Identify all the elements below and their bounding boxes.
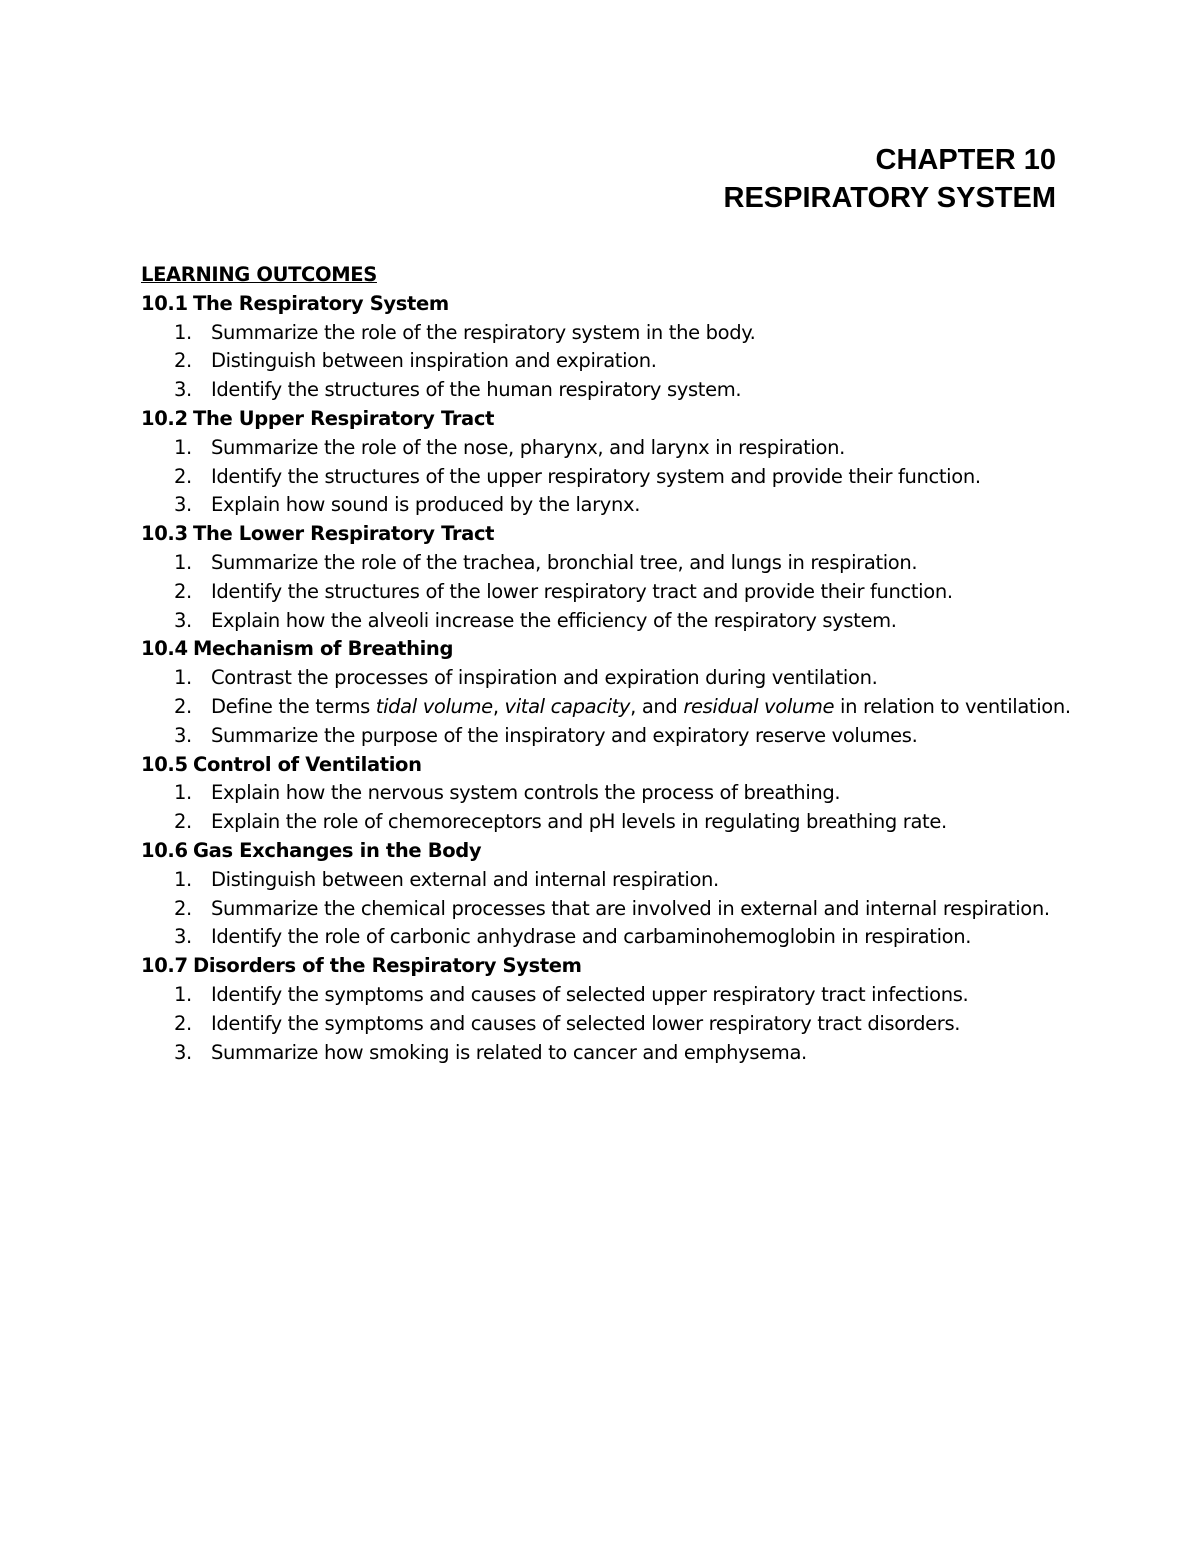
section-heading bbox=[141, 952, 1081, 981]
outcome-number: 1. bbox=[174, 867, 192, 891]
outcome-item bbox=[141, 722, 1081, 751]
outcome-text: Identify the role of carbonic anhydrase and carbaminohemoglobin in respiration. bbox=[211, 925, 972, 949]
outcome-item bbox=[141, 376, 1081, 405]
outcome-item bbox=[141, 808, 1081, 837]
outcome-item bbox=[141, 347, 1081, 376]
outcome-text-part: Define the terms bbox=[211, 694, 376, 718]
outcome-item bbox=[141, 981, 1081, 1010]
section-heading bbox=[141, 405, 1081, 434]
outcome-number: 1. bbox=[174, 320, 192, 344]
section-title: The Lower Respiratory Tract bbox=[193, 522, 495, 546]
outcome-number: 2. bbox=[174, 1011, 192, 1035]
outcome-list bbox=[141, 319, 1081, 405]
outcome-text-part: in relation to ventilation. bbox=[834, 694, 1071, 718]
outcome-term: residual volume bbox=[683, 694, 835, 718]
outcome-list bbox=[141, 664, 1081, 750]
outcome-number: 2. bbox=[174, 694, 192, 718]
outcome-text: Identify the symptoms and causes of selected lower respiratory tract disorders. bbox=[211, 1011, 961, 1035]
outcome-number: 1. bbox=[174, 550, 192, 574]
outcome-text: Summarize the role of the trachea, bronchial tree, and lungs in respiration. bbox=[211, 550, 918, 574]
section-title: Control of Ventilation bbox=[193, 752, 422, 776]
outcome-text: Identify the structures of the upper respiratory system and provide their function. bbox=[211, 464, 981, 488]
outcome-number: 3. bbox=[174, 378, 192, 402]
outcome-number: 1. bbox=[174, 781, 192, 805]
outcome-text: Summarize how smoking is related to cancer and emphysema. bbox=[211, 1040, 807, 1064]
outcome-item bbox=[141, 1010, 1081, 1039]
outcome-item bbox=[141, 319, 1081, 348]
section-number: 10.7 bbox=[141, 954, 188, 978]
outcome-text: Explain how the nervous system controls the process of breathing. bbox=[211, 781, 841, 805]
section-title: Gas Exchanges in the Body bbox=[193, 838, 482, 862]
outcome-number: 3. bbox=[174, 723, 192, 747]
outcome-text: Distinguish between inspiration and expiration. bbox=[211, 349, 657, 373]
chapter-title: RESPIRATORY SYSTEM bbox=[723, 182, 1056, 214]
outcome-number: 3. bbox=[174, 925, 192, 949]
chapter-header bbox=[724, 141, 1057, 217]
section-heading bbox=[141, 837, 1081, 866]
outcome-item bbox=[141, 434, 1081, 463]
learning-outcomes-heading: LEARNING OUTCOMES bbox=[141, 263, 377, 286]
outcome-term: vital capacity bbox=[504, 694, 631, 718]
outcome-text: Distinguish between external and internal respiration. bbox=[211, 867, 719, 891]
section-heading bbox=[141, 751, 1081, 780]
section-title: Mechanism of Breathing bbox=[193, 637, 454, 661]
outcome-number: 2. bbox=[174, 464, 192, 488]
section-number: 10.3 bbox=[141, 522, 188, 546]
outcome-item bbox=[141, 923, 1081, 952]
outcome-item bbox=[141, 1039, 1081, 1068]
outcome-number: 3. bbox=[174, 493, 192, 517]
outcome-text: Summarize the role of the nose, pharynx, and larynx in respiration. bbox=[211, 435, 845, 459]
outcome-text: Identify the structures of the lower respiratory tract and provide their function. bbox=[211, 579, 953, 603]
section-number: 10.6 bbox=[141, 838, 188, 862]
outcome-text-part: , bbox=[492, 694, 505, 718]
outcome-item bbox=[141, 895, 1081, 924]
outcome-text: Summarize the chemical processes that are involved in external and internal respiration. bbox=[211, 896, 1050, 920]
section-heading bbox=[141, 290, 1081, 319]
outcome-number: 1. bbox=[174, 435, 192, 459]
outcome-text: Explain how sound is produced by the larynx. bbox=[211, 493, 641, 517]
outcome-list bbox=[141, 549, 1081, 635]
outcome-item bbox=[141, 578, 1081, 607]
outcome-item bbox=[141, 607, 1081, 636]
section-number: 10.2 bbox=[141, 406, 188, 430]
outcome-number: 2. bbox=[174, 349, 192, 373]
section-number: 10.1 bbox=[141, 291, 188, 315]
section-heading bbox=[141, 635, 1081, 664]
outcome-number: 1. bbox=[174, 982, 192, 1006]
section-number: 10.5 bbox=[141, 752, 188, 776]
outcome-number: 2. bbox=[174, 896, 192, 920]
outcome-text: Identify the symptoms and causes of selected upper respiratory tract infections. bbox=[211, 982, 969, 1006]
section-heading bbox=[141, 520, 1081, 549]
section-title: The Respiratory System bbox=[193, 291, 449, 315]
outcome-item bbox=[141, 491, 1081, 520]
section-title: Disorders of the Respiratory System bbox=[193, 954, 582, 978]
outcome-text bbox=[211, 693, 1081, 722]
outcome-text: Summarize the purpose of the inspiratory and expiratory reserve volumes. bbox=[211, 723, 918, 747]
outcome-number: 3. bbox=[174, 608, 192, 632]
outcome-item bbox=[141, 664, 1081, 693]
outcome-item bbox=[141, 693, 1081, 722]
sections-container bbox=[141, 290, 1081, 1068]
outcome-text: Explain the role of chemoreceptors and pH levels in regulating breathing rate. bbox=[211, 810, 947, 834]
outcome-item bbox=[141, 779, 1081, 808]
outcome-list bbox=[141, 779, 1081, 837]
outcome-item bbox=[141, 463, 1081, 492]
outcome-term: tidal volume bbox=[375, 694, 493, 718]
outcome-number: 1. bbox=[174, 666, 192, 690]
outcome-number: 2. bbox=[174, 579, 192, 603]
outcome-number: 3. bbox=[174, 1040, 192, 1064]
outcome-text-part: , and bbox=[630, 694, 684, 718]
chapter-number: CHAPTER 10 bbox=[875, 144, 1056, 176]
outcome-text: Summarize the role of the respiratory system in the body. bbox=[211, 320, 756, 344]
section-number: 10.4 bbox=[141, 637, 188, 661]
section-title: The Upper Respiratory Tract bbox=[193, 406, 495, 430]
outcome-list bbox=[141, 866, 1081, 952]
outcome-text: Identify the structures of the human respiratory system. bbox=[211, 378, 742, 402]
outcome-item bbox=[141, 549, 1081, 578]
learning-outcomes bbox=[141, 261, 1081, 1067]
outcome-list bbox=[141, 981, 1081, 1067]
outcome-list bbox=[141, 434, 1081, 520]
outcome-text: Contrast the processes of inspiration and expiration during ventilation. bbox=[211, 666, 878, 690]
outcome-text: Explain how the alveoli increase the efficiency of the respiratory system. bbox=[211, 608, 897, 632]
outcome-item bbox=[141, 866, 1081, 895]
outcome-number: 2. bbox=[174, 810, 192, 834]
